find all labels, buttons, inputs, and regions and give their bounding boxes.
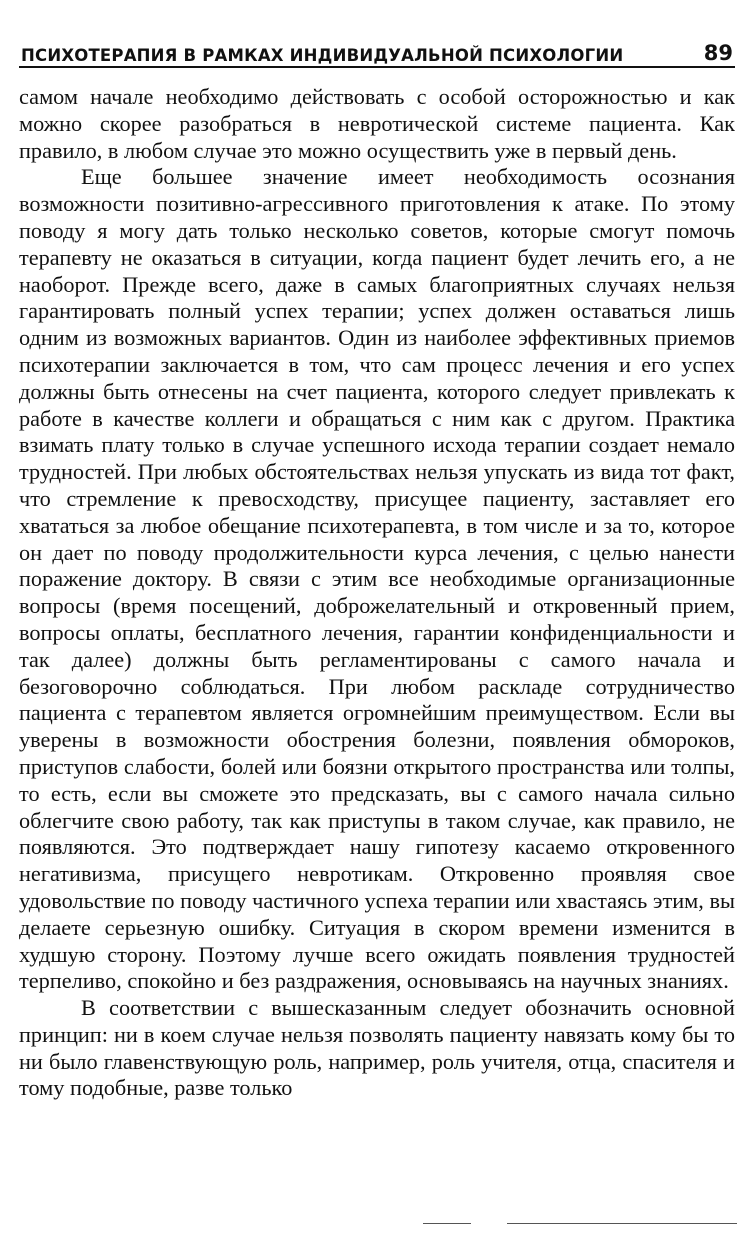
running-header [19, 36, 735, 68]
paragraph: Еще большее значение имеет необходимость осознания возможности позитивно-агрессивного приготовления к атаке. По этому поводу я могу дать только несколько советов, которые смогут помочь терапевту не оказаться в ситуации, когда пациент будет лечить его, а не наоборот. Прежде всего, даже в самых благоприятных случаях нельзя гарантировать полный успех терапии; успех должен оставаться лишь одним из возможных вариантов. Один из наиболее эффективных приемов психотерапии заключается в том, что сам процесс лечения и его успех должны быть отнесены на счет пациента, которого следует привлекать к работе в качестве коллеги и обращаться с ним как с другом. Практика взимать плату только в случае успешного исхода терапии создает немало трудностей. При любых обстоятельствах нельзя упускать из вида тот факт, что стремление к превосходству, присущее пациенту, заставляет его хвататься за любое обещание психотерапевта, в том числе и за то, которое он дает по поводу продолжительности курса лечения, с целью нанести поражение доктору. В связи с этим все необходимые организационные вопросы (время посещений, доброжелательный и откровенный прием, вопросы оплаты, бесплатного лечения, гарантии конфиденциальности и так далее) должны быть регламентированы с самого начала и безоговорочно соблюдаться. При любом раскладе сотрудничество пациента с терапевтом является огромнейшим преимуществом. Если вы уверены в возможности обострения болезни, появления обмороков, приступов слабости, болей или боязни открытого пространства или толпы, то есть, если вы сможете это предсказать, вы с самого начала сильно облегчите свою работу, так как приступы в таком случае, как правило, не появляются. Это подтверждает нашу гипотезу касаемо откровенного негативизма, присущего невротикам. Откровенно проявляя свое удовольствие по поводу частичного успеха терапии или хвастаясь этим, вы делаете серьезную ошибку. Ситуация в скором времени изменится в худшую сторону. Поэтому лучше всего ожидать появления трудностей терпеливо, спокойно и без раздражения, основываясь на научных знаниях. [19, 164, 735, 994]
book-page [19, 36, 735, 1226]
bottom-rule [507, 1223, 737, 1224]
paragraph: В соответствии с вышесказанным следует обозначить основной принцип: ни в коем случае нельзя позволять пациенту навязать кому бы то ни было главенствующую роль, например, роль учителя, отца, спасителя и тому подобные, разве только [19, 995, 735, 1101]
bottom-rule [423, 1223, 471, 1224]
body-text [19, 84, 735, 1102]
chapter-title: ПСИХОТЕРАПИЯ В РАМКАХ ИНДИВИДУАЛЬНОЙ ПСИХОЛОГИИ [21, 45, 624, 65]
page-number: 89 [703, 41, 733, 65]
paragraph-continued: самом начале необходимо действовать с особой осторожностью и как можно скорее разобраться в невротической системе пациента. Как правило, в любом случае это можно осуществить уже в первый день. [19, 84, 735, 163]
